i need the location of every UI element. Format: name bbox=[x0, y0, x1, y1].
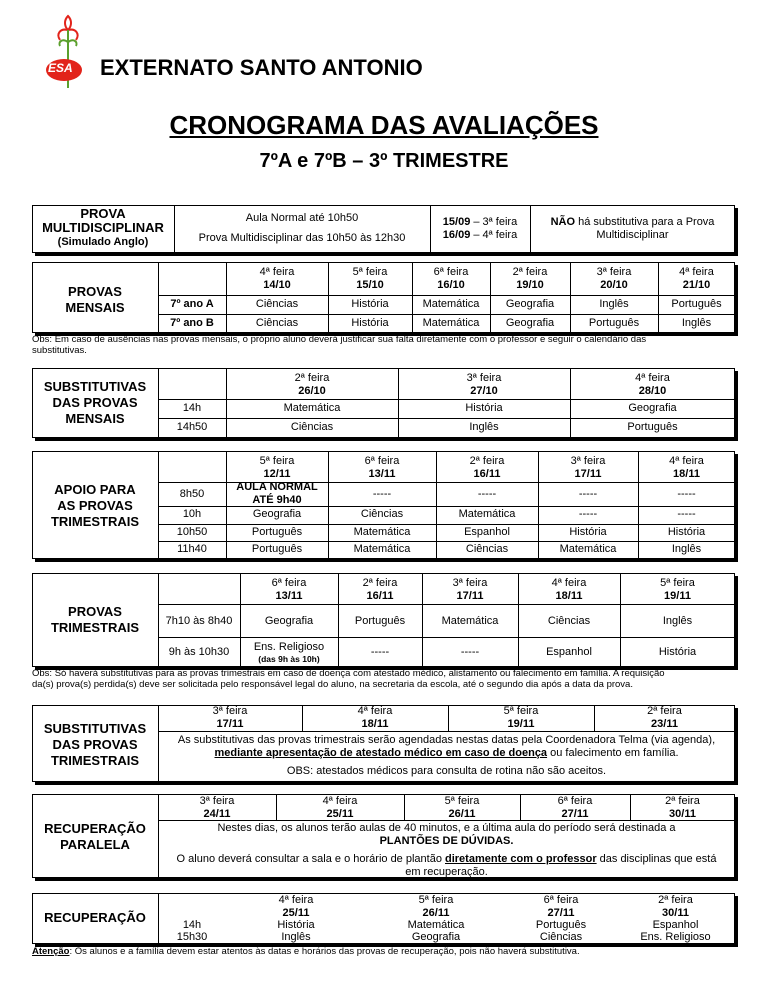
subt-label: SUBSTITUTIVAS DAS PROVAS TRIMESTRAIS bbox=[43, 721, 147, 768]
subt-text: As substitutivas das provas trimestrais serão agendadas nestas datas pela Coordenadora Telma (via agenda), mediante apresentação de atestado médico em caso de doença ou falecimento em família. OBS: atestados médicos para consulta de rotina não são aceitos. bbox=[177, 734, 716, 777]
mensais-label: PROVAS MENSAIS bbox=[65, 284, 125, 315]
trim-obs: Obs: Só haverá substitutivas para as provas trimestrais em caso de doença com atestado médico, alistamento ou falecimento em família. A requisição da(s) prova(s) perdida(s) deve ser solicitada pelo responsável legal do aluno, na secretaria da escola, até o segundo dia após a data da prova. bbox=[32, 668, 665, 690]
page-subtitle: 7ºA e 7ºB – 3º TRIMESTRE bbox=[259, 150, 509, 172]
rec-label: RECUPERAÇÃO bbox=[44, 910, 146, 925]
subm-label: SUBSTITUTIVAS DAS PROVAS MENSAIS bbox=[43, 379, 147, 426]
mensais-obs: Obs: Em caso de ausências nas provas mensais, o próprio aluno deverá justificar sua falta diretamente com o professor e seguir o calendário das substitutivas. bbox=[32, 334, 647, 356]
recp-text: Nestes dias, os alunos terão aulas de 40 minutos, e a última aula do período será destinada a PLANTÕES DE DÚVIDAS. O aluno deverá consultar a sala e o horário de plantão diretamente com o professor das disciplinas que está em recuperação. bbox=[176, 822, 717, 878]
logo-text: ESA bbox=[48, 61, 73, 75]
multi-label: PROVA bbox=[80, 206, 126, 221]
rec-attention: Atenção: Os alunos e a família devem estar atentos às datas e horários das provas de recuperação, pois não haverá substitutiva. bbox=[32, 946, 580, 957]
recp-label: RECUPERAÇÃO PARALELA bbox=[44, 821, 146, 852]
trim-label: PROVAS TRIMESTRAIS bbox=[50, 604, 140, 635]
school-name: EXTERNATO SANTO ANTONIO bbox=[100, 55, 423, 80]
apoio-label: APOIO PARA AS PROVAS TRIMESTRAIS bbox=[50, 482, 140, 529]
page-title: CRONOGRAMA DAS AVALIAÇÕES bbox=[169, 110, 599, 140]
school-logo bbox=[42, 12, 92, 90]
